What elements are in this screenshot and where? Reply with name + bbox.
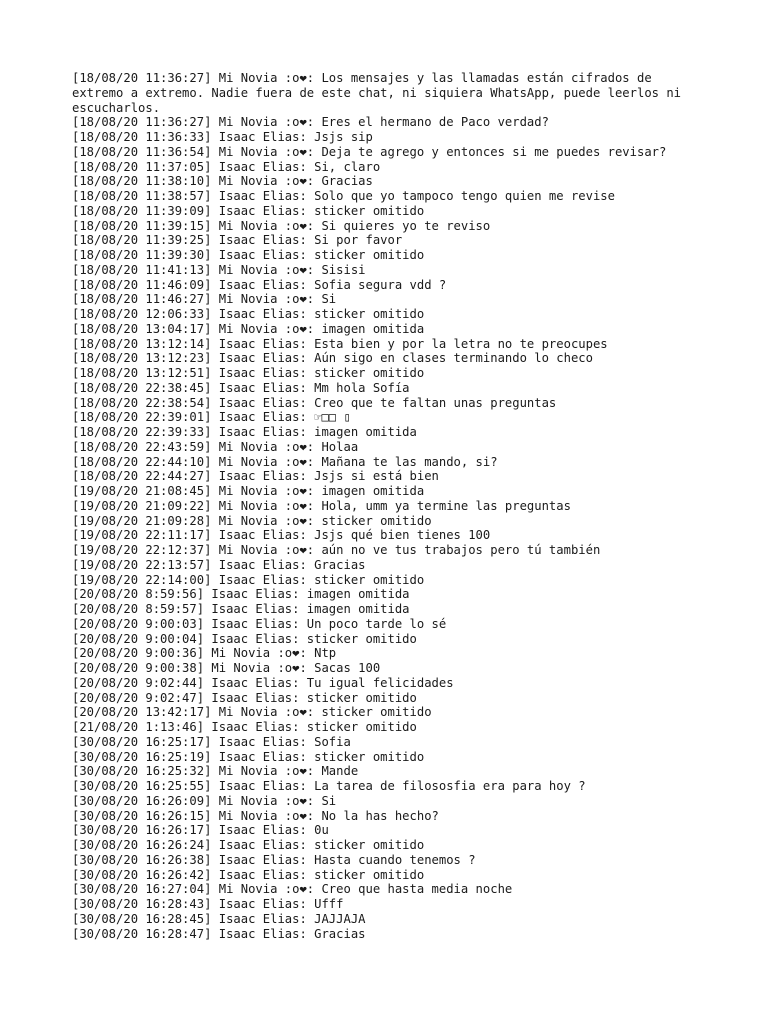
chat-message-line: [18/08/20 22:38:45] Isaac Elias: Mm hola Sofía [72, 380, 410, 395]
chat-message-line: [30/08/20 16:26:17] Isaac Elias: 0u [72, 823, 329, 838]
chat-message-line: [20/08/20 9:00:03] Isaac Elias: Un poco tarde lo sé [72, 616, 447, 631]
chat-message-line: [30/08/20 16:25:32] Mi Novia :o❤: Mande [72, 764, 359, 779]
chat-message-line: [18/08/20 11:39:30] Isaac Elias: sticker omitido [72, 248, 425, 262]
chat-message-line: [20/08/20 8:59:56] Isaac Elias: imagen omitida [72, 587, 410, 602]
chat-message-line: [21/08/20 1:13:46] Isaac Elias: sticker omitido [72, 720, 417, 734]
chat-message-line: [18/08/20 12:06:33] Isaac Elias: sticker omitido [72, 307, 425, 321]
chat-message-line: [19/08/20 22:14:00] Isaac Elias: sticker omitido [72, 572, 425, 587]
chat-message-line: [30/08/20 16:26:09] Mi Novia :o❤: Si [72, 793, 337, 808]
chat-message-line: [18/08/20 13:12:14] Isaac Elias: Esta bien y por la letra no te preocupes [72, 336, 608, 351]
chat-message-line: [30/08/20 16:27:04] Mi Novia :o❤: Creo que hasta media noche [72, 882, 513, 897]
chat-message-line: [30/08/20 16:25:55] Isaac Elias: La tarea de filososfia era para hoy ? [72, 779, 586, 793]
chat-message-line: [18/08/20 13:12:51] Isaac Elias: sticker omitido [72, 366, 425, 380]
chat-message-line: [30/08/20 16:26:15] Mi Novia :o❤: No la has hecho? [72, 808, 439, 823]
chat-message-line: [19/08/20 21:09:22] Mi Novia :o❤: Hola, umm ya termine las preguntas [72, 498, 571, 513]
chat-message-line: [20/08/20 9:02:44] Isaac Elias: Tu igual felicidades [72, 675, 454, 690]
chat-message-line: [18/08/20 11:46:09] Isaac Elias: Sofia segura vdd ? [72, 277, 447, 292]
chat-message-line: [30/08/20 16:25:19] Isaac Elias: sticker omitido [72, 749, 425, 764]
chat-transcript [72, 71, 702, 941]
chat-message-line: [18/08/20 11:36:54] Mi Novia :o❤: Deja te agrego y entonces si me puedes revisar? [72, 144, 667, 159]
chat-message-line: [20/08/20 9:00:36] Mi Novia :o❤: Ntp [72, 646, 337, 661]
chat-message-line: [18/08/20 22:39:33] Isaac Elias: imagen omitida [72, 425, 417, 439]
chat-message-line: [30/08/20 16:26:42] Isaac Elias: sticker omitido [72, 867, 425, 882]
chat-message-line: [18/08/20 22:43:59] Mi Novia :o❤: Holaa [72, 439, 359, 454]
chat-message-line: [30/08/20 16:26:38] Isaac Elias: Hasta cuando tenemos ? [72, 852, 476, 867]
chat-message-line: [18/08/20 11:37:05] Isaac Elias: Si, claro [72, 159, 381, 174]
chat-message-line: [18/08/20 11:41:13] Mi Novia :o❤: Sisisi [72, 262, 366, 277]
chat-message-line: [19/08/20 21:09:28] Mi Novia :o❤: sticker omitido [72, 513, 432, 528]
chat-message-line: [19/08/20 22:13:57] Isaac Elias: Gracias [72, 557, 366, 572]
chat-message-line: [18/08/20 11:38:57] Isaac Elias: Solo que yo tampoco tengo quien me revise [72, 189, 615, 203]
chat-message-line: [30/08/20 16:28:45] Isaac Elias: JAJJAJA [72, 911, 366, 926]
chat-message-line: [18/08/20 22:38:54] Isaac Elias: Creo que te faltan unas preguntas [72, 395, 557, 410]
chat-message-line: [18/08/20 11:36:27] Mi Novia :o❤: Los mensajes y las llamadas están cifrados de extremo a extremo. Nadie fuera de este chat, ni siquiera WhatsApp, puede leerlos ni escucharlos. [72, 71, 689, 115]
chat-message-line: [20/08/20 9:02:47] Isaac Elias: sticker omitido [72, 690, 417, 705]
chat-message-line: [20/08/20 9:00:38] Mi Novia :o❤: Sacas 100 [72, 661, 381, 675]
chat-message-line: [18/08/20 22:44:27] Isaac Elias: Jsjs si está bien [72, 469, 439, 484]
chat-message-line: [18/08/20 11:39:09] Isaac Elias: sticker omitido [72, 203, 425, 218]
chat-message-line: [20/08/20 8:59:57] Isaac Elias: imagen omitida [72, 602, 410, 616]
chat-message-line: [18/08/20 13:04:17] Mi Novia :o❤: imagen omitida [72, 321, 425, 336]
chat-message-line: [30/08/20 16:28:43] Isaac Elias: Ufff [72, 897, 344, 911]
chat-message-line: [20/08/20 9:00:04] Isaac Elias: sticker omitido [72, 631, 417, 646]
chat-message-line: [19/08/20 22:11:17] Isaac Elias: Jsjs qué bien tienes 100 [72, 528, 491, 543]
chat-message-line: [18/08/20 22:44:10] Mi Novia :o❤: Mañana te las mando, si? [72, 454, 498, 469]
chat-message-line: [20/08/20 13:42:17] Mi Novia :o❤: sticker omitido [72, 705, 432, 720]
chat-message-line: [19/08/20 22:12:37] Mi Novia :o❤: aún no ve tus trabajos pero tú también [72, 543, 601, 557]
chat-message-line: [30/08/20 16:28:47] Isaac Elias: Gracias [72, 926, 366, 941]
chat-message-line: [18/08/20 13:12:23] Isaac Elias: Aún sigo en clases terminando lo checo [72, 351, 593, 366]
chat-message-line: [18/08/20 22:39:01] Isaac Elias: ☞□□ ▯ [72, 410, 351, 425]
chat-message-line: [18/08/20 11:46:27] Mi Novia :o❤: Si [72, 292, 337, 307]
chat-message-line: [30/08/20 16:25:17] Isaac Elias: Sofia [72, 734, 351, 749]
chat-message-line: [18/08/20 11:38:10] Mi Novia :o❤: Gracias [72, 174, 373, 189]
chat-message-line: [18/08/20 11:39:25] Isaac Elias: Si por favor [72, 233, 403, 248]
chat-message-line: [18/08/20 11:36:33] Isaac Elias: Jsjs sip [72, 130, 373, 144]
chat-message-line: [18/08/20 11:36:27] Mi Novia :o❤: Eres el hermano de Paco verdad? [72, 115, 549, 130]
chat-message-line: [30/08/20 16:26:24] Isaac Elias: sticker omitido [72, 838, 425, 852]
chat-message-line: [18/08/20 11:39:15] Mi Novia :o❤: Si quieres yo te reviso [72, 218, 491, 233]
chat-message-line: [19/08/20 21:08:45] Mi Novia :o❤: imagen omitida [72, 484, 425, 498]
